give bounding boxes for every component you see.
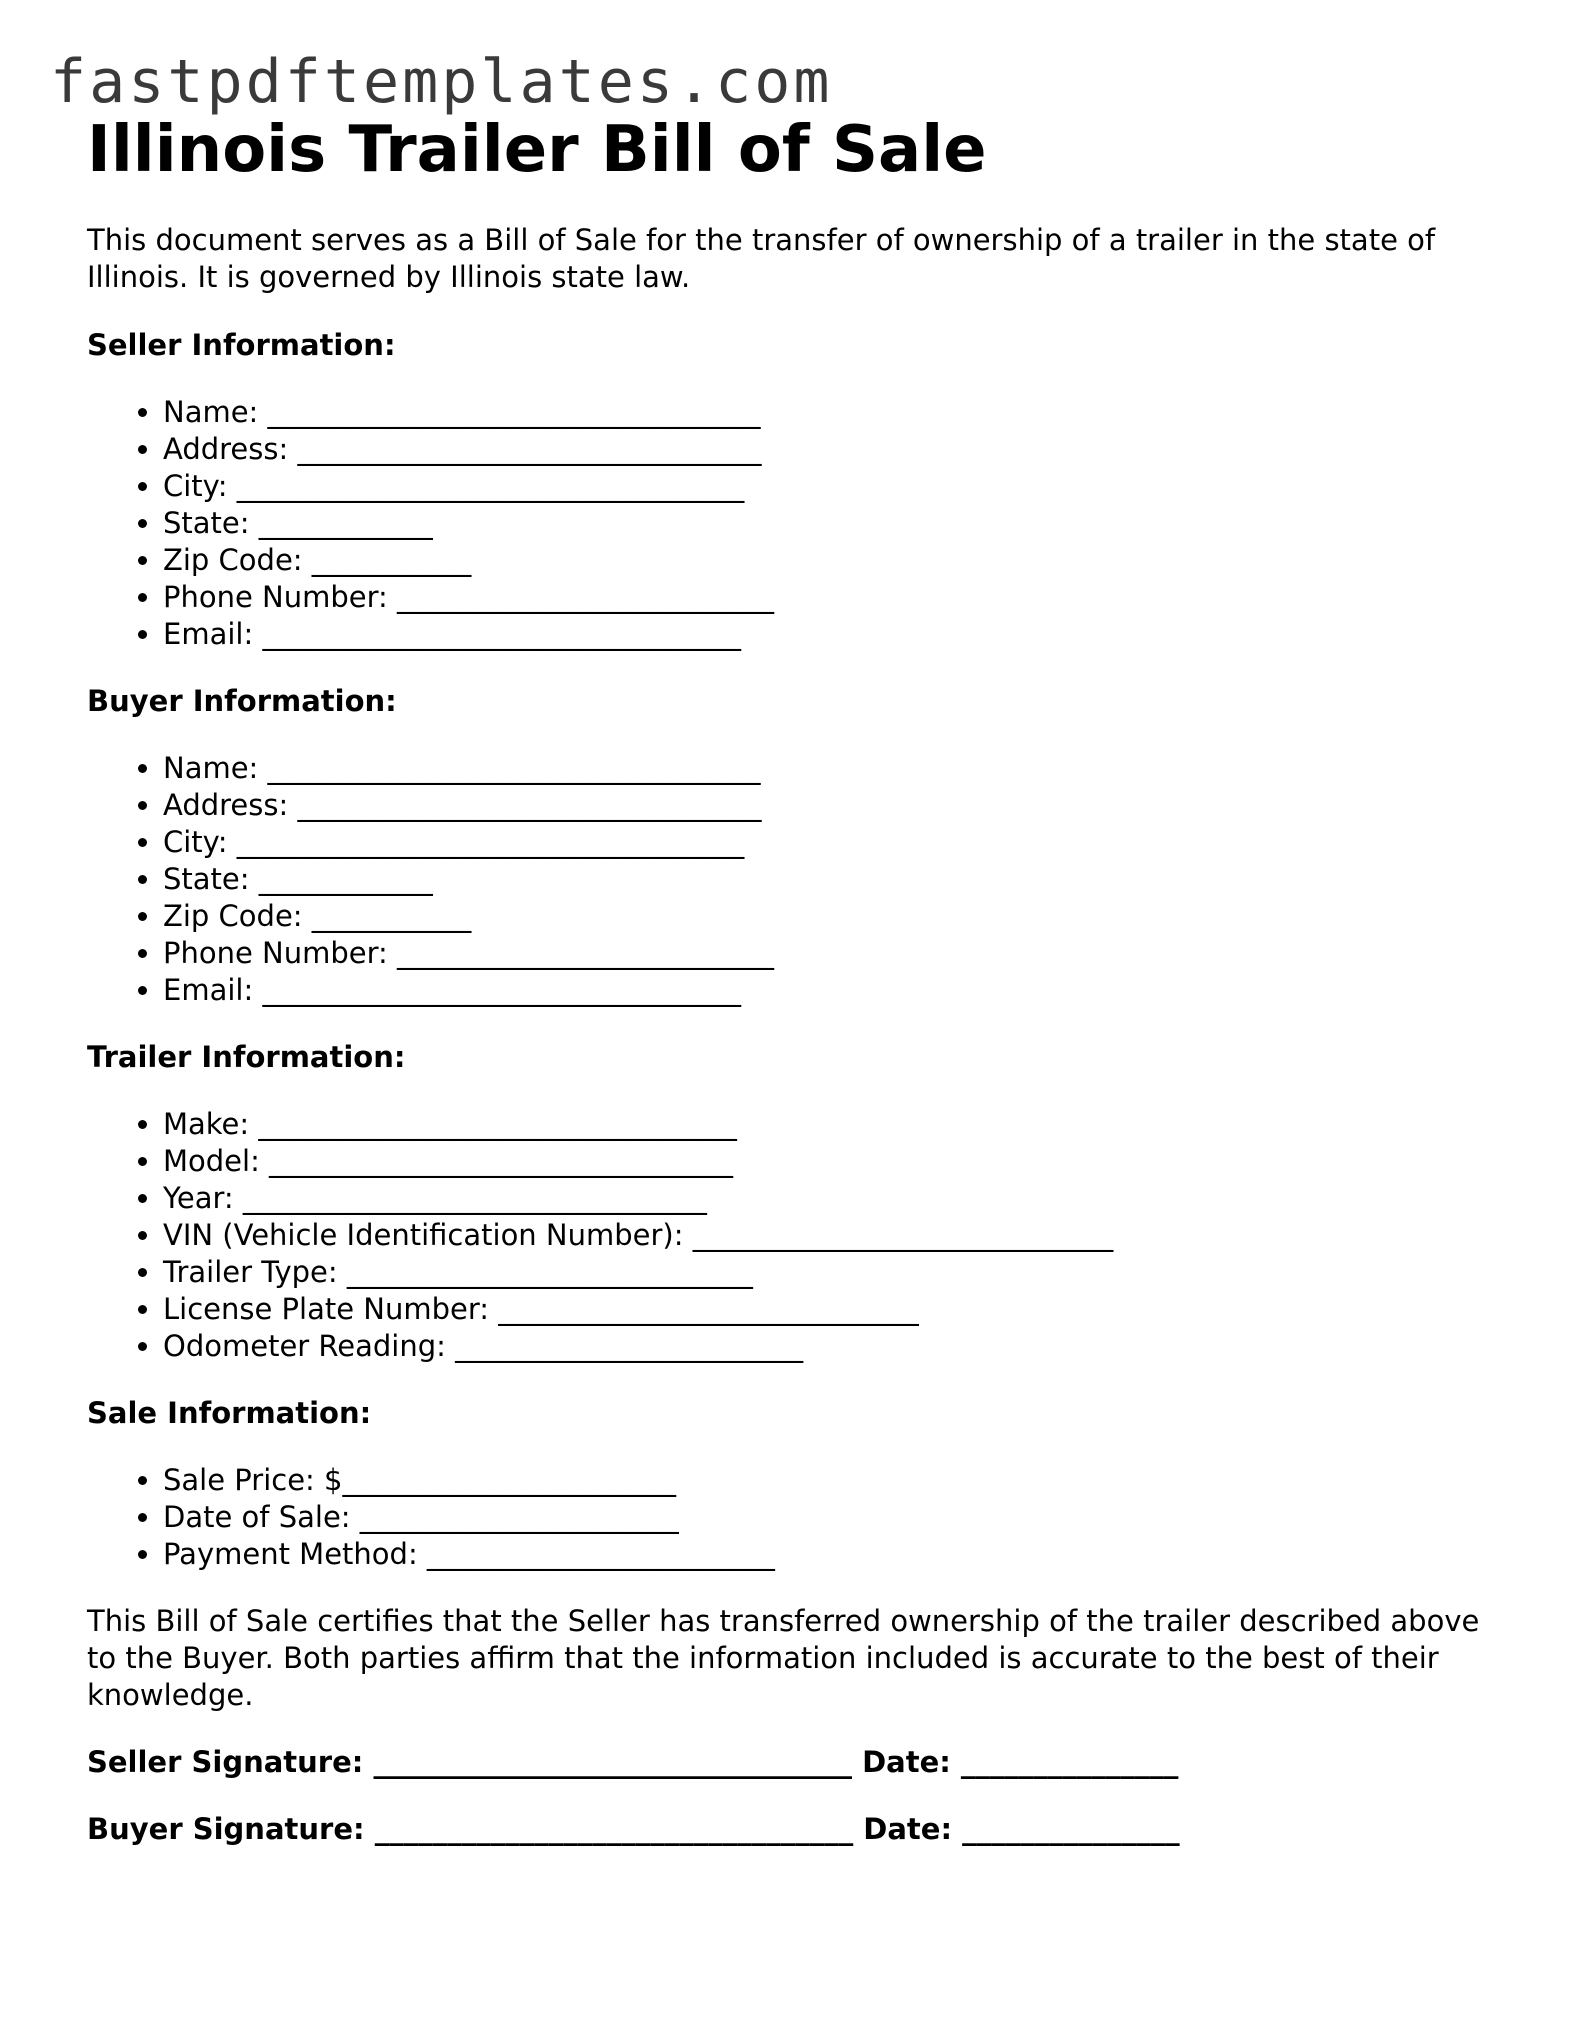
seller-name-field: • Name: __________________________________ (163, 394, 1487, 431)
watermark: fastpdftemplates.com (50, 47, 833, 117)
trailer-make-field: • Make: _________________________________ (163, 1106, 1487, 1143)
trailer-information-heading: Trailer Information: (87, 1040, 406, 1074)
trailer-information-list (87, 1106, 1487, 1365)
intro-paragraph: This document serves as a Bill of Sale for the transfer of ownership of a trailer in the state of Illinois. It is governed by Illinois state law. (87, 223, 1436, 294)
buyer-phone-field: • Phone Number: __________________________ (163, 935, 1487, 972)
seller-city-field: • City: ___________________________________ (163, 468, 1487, 505)
seller-email-field: • Email: _________________________________ (163, 616, 1487, 653)
trailer-year-field: • Year: ________________________________ (163, 1180, 1487, 1217)
buyer-information-heading: Buyer Information: (87, 684, 397, 718)
seller-address-field: • Address: ________________________________ (163, 431, 1487, 468)
buyer-state-field: • State: ____________ (163, 861, 1487, 898)
trailer-license-plate-field: • License Plate Number: _____________________________ (163, 1291, 1487, 1328)
trailer-odometer-field: • Odometer Reading: ________________________ (163, 1328, 1487, 1365)
closing-paragraph: This Bill of Sale certifies that the Seller has transferred ownership of the trailer described above to the Buyer. Both parties affirm that the information included is accurate to the best of their knowledge. (87, 1604, 1480, 1712)
buyer-name-field: • Name: __________________________________ (163, 750, 1487, 787)
payment-method-field: • Payment Method: ________________________ (163, 1536, 1487, 1573)
sale-date-field: • Date of Sale: ______________________ (163, 1499, 1487, 1536)
seller-information-heading: Seller Information: (87, 328, 396, 362)
seller-signature-line: Seller Signature: _________________________________ Date: _______________ (87, 1745, 1179, 1779)
buyer-city-field: • City: ___________________________________ (163, 824, 1487, 861)
trailer-vin-field: • VIN (Vehicle Identification Number): _____________________________ (163, 1217, 1487, 1254)
document-page (87, 112, 1487, 1848)
buyer-information-list (87, 750, 1487, 1009)
sale-information-list (87, 1462, 1487, 1573)
seller-phone-field: • Phone Number: __________________________ (163, 579, 1487, 616)
trailer-model-field: • Model: ________________________________ (163, 1143, 1487, 1180)
buyer-address-field: • Address: ________________________________ (163, 787, 1487, 824)
seller-information-list (87, 394, 1487, 653)
document-title: Illinois Trailer Bill of Sale (87, 113, 987, 187)
trailer-type-field: • Trailer Type: ____________________________ (163, 1254, 1487, 1291)
seller-zip-field: • Zip Code: ___________ (163, 542, 1487, 579)
sale-price-field: • Sale Price: $_______________________ (163, 1462, 1487, 1499)
buyer-zip-field: • Zip Code: ___________ (163, 898, 1487, 935)
buyer-signature-line: Buyer Signature: _________________________________ Date: _______________ (87, 1812, 1180, 1846)
seller-state-field: • State: ____________ (163, 505, 1487, 542)
buyer-email-field: • Email: _________________________________ (163, 972, 1487, 1009)
sale-information-heading: Sale Information: (87, 1396, 372, 1430)
